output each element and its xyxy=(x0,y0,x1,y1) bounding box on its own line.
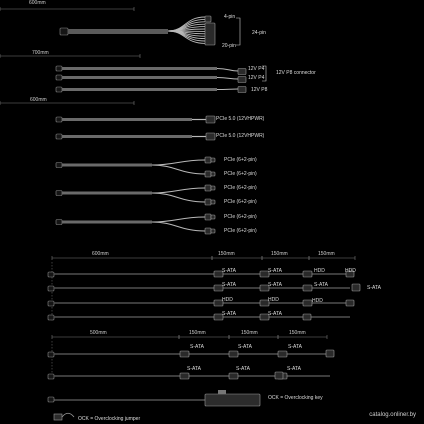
pcie-wire-1-0 xyxy=(152,188,205,193)
p8-connector-1 xyxy=(238,77,246,83)
ock-jumper-label: OCK = Overclocking jumper xyxy=(78,416,141,422)
sata-hdd-seg-2: 150mm xyxy=(271,251,288,257)
p8-cable-2 xyxy=(62,88,217,91)
pcie-connector-1-1 xyxy=(205,199,211,205)
sata-hdd-r2-1: S-ATA xyxy=(222,282,236,288)
sata-seg-3: 150mm xyxy=(289,330,306,336)
pcie-2pin-1-0 xyxy=(211,186,215,190)
p8-length-label: 700mm xyxy=(32,50,49,56)
p8-connector-2 xyxy=(238,87,246,93)
p8-group-label: 12V P8 connector xyxy=(276,70,316,76)
pcie-psu-plug-1 xyxy=(56,191,62,196)
pcie-psu-plug-0 xyxy=(56,163,62,168)
sata-hdd-connector-2 xyxy=(303,271,312,277)
ock-key-body xyxy=(205,394,260,406)
pcie-connector-1-0 xyxy=(205,185,211,191)
p8-cable-1 xyxy=(62,76,217,79)
sata-hdd-seg-3: 150mm xyxy=(318,251,335,257)
sata-length-label: 500mm xyxy=(90,330,107,336)
atx-cable-bundle xyxy=(68,29,168,34)
pcie-wire-1-1 xyxy=(152,193,205,202)
pcie-label-7: PCIe (6+2-pin) xyxy=(224,214,257,220)
pcie-2pin-2-0 xyxy=(211,215,215,219)
sata-end-2 xyxy=(275,372,283,379)
atx-4pin-connector xyxy=(205,16,211,22)
sata-seg-2: 150mm xyxy=(241,330,258,336)
sata-hdd-r4-2: S-ATA xyxy=(268,311,282,317)
p8-connector-0 xyxy=(238,69,246,75)
sata-connector-0-1 xyxy=(229,351,238,357)
pcie-label-6: PCIe (6+2-pin) xyxy=(224,199,257,205)
sata-hdd-r2-2: S-ATA xyxy=(268,282,282,288)
sata-connector-0-2 xyxy=(278,351,287,357)
sata-psu-plug-1 xyxy=(48,374,54,379)
sata-end-1 xyxy=(326,350,334,357)
pcie-2pin-0-0 xyxy=(211,158,215,162)
pcie-2pin-2-1 xyxy=(211,229,215,233)
sata-r1-1: S-ATA xyxy=(190,344,204,350)
sata-hdd-r2-4: S-ATA xyxy=(367,285,381,291)
sata-hdd-r3-3: HDD xyxy=(312,298,323,304)
sata-hdd-end-sata-2 xyxy=(303,314,311,320)
pcie-connector-2-0 xyxy=(205,214,211,220)
sata-hdd-psu-plug-1 xyxy=(48,286,54,291)
sata-connector-1-0 xyxy=(180,373,189,379)
pcie-label-4: PCIe (6+2-pin) xyxy=(224,171,257,177)
p8-wire-1 xyxy=(217,78,238,80)
p8-label-1: 12V P4 xyxy=(248,66,265,72)
sata-hdd-psu-plug-2 xyxy=(48,301,54,306)
pcie-label-2: PCIe 5.0 (12VHPWR) xyxy=(216,133,265,139)
pcie-length-label: 600mm xyxy=(30,97,47,103)
atx-20pin-connector xyxy=(205,23,215,45)
pcie5-connector-1 xyxy=(206,133,215,140)
pcie-wire-2-0 xyxy=(152,217,205,222)
sata-psu-plug-0 xyxy=(48,352,54,357)
sata-hdd-connector-8 xyxy=(303,300,312,306)
pcie-label-3: PCIe (6+2-pin) xyxy=(224,157,257,163)
pcie-cable-1 xyxy=(62,192,152,195)
p8-psu-plug-0 xyxy=(56,66,62,71)
sata-connector-1-1 xyxy=(229,373,238,379)
pcie-connector-2-1 xyxy=(205,228,211,234)
sata-hdd-r1-4: HDD xyxy=(345,268,356,274)
ock-key-tab xyxy=(218,390,226,394)
sata-hdd-r1-1: S-ATA xyxy=(222,268,236,274)
pcie-wire-2-1 xyxy=(152,222,205,231)
pcie-label-8: PCIe (6+2-pin) xyxy=(224,228,257,234)
sata-hdd-length-label: 600mm xyxy=(92,251,109,257)
ock-jumper-icon xyxy=(54,414,62,420)
p8-psu-plug-2 xyxy=(56,87,62,92)
sata-hdd-r2-3: S-ATA xyxy=(314,282,328,288)
sata-r1-2: S-ATA xyxy=(238,344,252,350)
pcie-wire-0-1 xyxy=(152,165,205,174)
pcie-connector-0-1 xyxy=(205,171,211,177)
atx-4pin-label: 4-pin xyxy=(224,14,236,20)
sata-hdd-r3-1: HDD xyxy=(222,297,233,303)
sata-hdd-seg-1: 150mm xyxy=(218,251,235,257)
atx-20pin-label: 20-pin xyxy=(222,43,236,49)
ock-psu-plug xyxy=(48,397,54,402)
sata-r1-3: S-ATA xyxy=(288,344,302,350)
pcie-2pin-1-1 xyxy=(211,200,215,204)
pcie-label-5: PCIe (6+2-pin) xyxy=(224,185,257,191)
pcie5-psu-plug-1 xyxy=(56,134,62,139)
sata-hdd-end-hdd-2 xyxy=(346,300,354,306)
p8-label-3: 12V P8 xyxy=(251,87,268,93)
pcie-2pin-0-1 xyxy=(211,172,215,176)
ock-key-label: OCK = Overclocking key xyxy=(268,395,323,401)
pcie-label-1: PCIe 5.0 (12VHPWR) xyxy=(216,116,265,122)
p8-psu-plug-1 xyxy=(56,75,62,80)
sata-hdd-psu-plug-3 xyxy=(48,315,54,320)
atx-psu-plug xyxy=(60,28,68,35)
pcie5-cable-1 xyxy=(62,135,192,138)
sata-hdd-r1-2: S-ATA xyxy=(268,268,282,274)
watermark: catalog.onliner.by xyxy=(369,412,416,418)
sata-hdd-psu-plug-0 xyxy=(48,272,54,277)
sata-hdd-r4-1: S-ATA xyxy=(222,311,236,317)
atx-24pin-label: 24-pin xyxy=(252,30,266,36)
p8-cable-0 xyxy=(62,67,217,70)
p8-wire-0 xyxy=(217,69,238,72)
p8-wire-2 xyxy=(217,89,238,90)
sata-hdd-r1-3: HDD xyxy=(314,268,325,274)
sata-r2-2: S-ATA xyxy=(236,366,250,372)
pcie-cable-2 xyxy=(62,221,152,224)
pcie5-cable-0 xyxy=(62,118,192,121)
sata-r2-3: S-ATA xyxy=(287,366,301,372)
sata-hdd-connector-5 xyxy=(303,285,312,291)
pcie5-psu-plug-0 xyxy=(56,117,62,122)
pcie-wire-0-0 xyxy=(152,160,205,165)
sata-hdd-r3-2: HDD xyxy=(268,297,279,303)
pcie-psu-plug-2 xyxy=(56,220,62,225)
sata-connector-0-0 xyxy=(180,351,189,357)
pcie-cable-0 xyxy=(62,164,152,167)
sata-seg-1: 150mm xyxy=(189,330,206,336)
pcie-connector-0-0 xyxy=(205,157,211,163)
atx-bracket xyxy=(236,18,240,45)
atx-length-label: 600mm xyxy=(29,0,46,6)
ock-jumper-loop xyxy=(62,413,74,417)
p8-label-2: 12V P4 xyxy=(248,75,265,81)
sata-r2-1: S-ATA xyxy=(187,366,201,372)
pcie5-connector-0 xyxy=(206,116,215,123)
sata-hdd-end-sata xyxy=(352,284,360,291)
